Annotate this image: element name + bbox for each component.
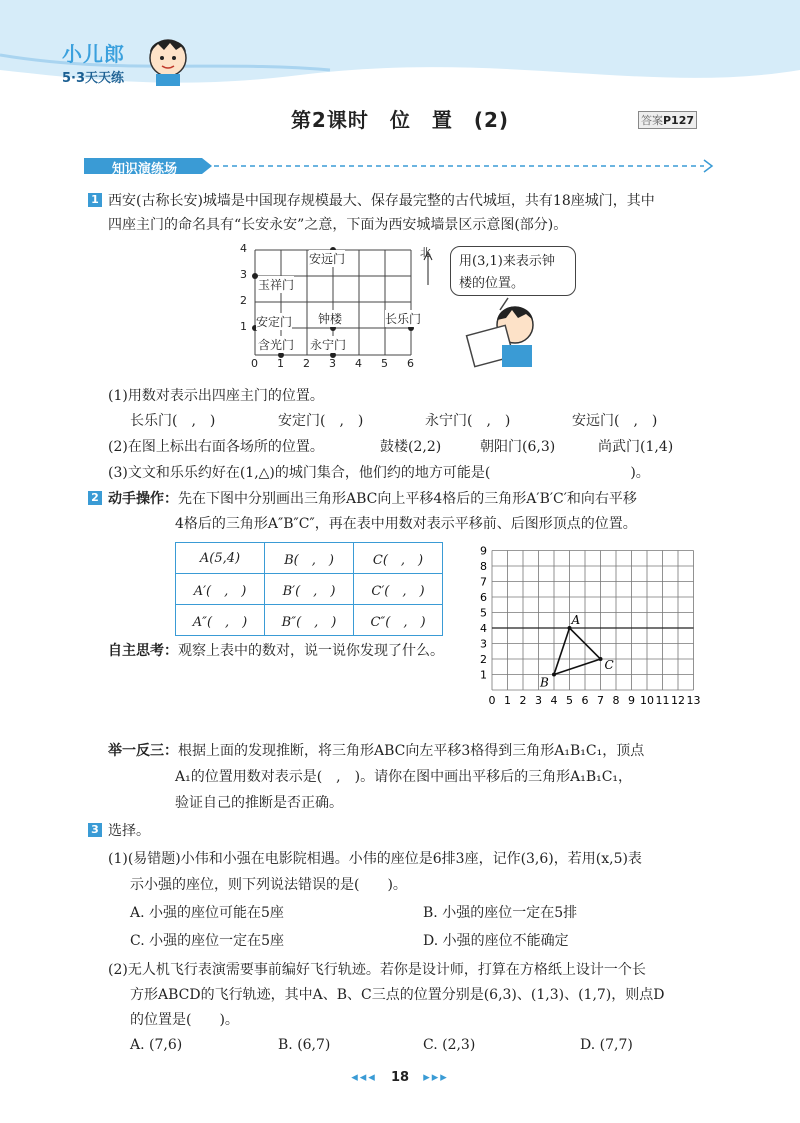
page-number: 18 bbox=[390, 1070, 410, 1085]
q1-intro-1: 西安(古称长安)城墙是中国现存规模最大、保存最完整的古代城垣，共有18座城门，其中 bbox=[108, 193, 655, 209]
map-x-tick: 4 bbox=[355, 357, 362, 370]
map-x-tick: 2 bbox=[303, 357, 310, 370]
q1-sub2: (2)在图上标出右面各场所的位置。 bbox=[108, 439, 324, 455]
q2-number: 2 bbox=[88, 491, 102, 505]
grid-y-tick: 8 bbox=[480, 560, 487, 573]
map-y-tick: 4 bbox=[240, 242, 247, 255]
grid-x-tick: 0 bbox=[488, 694, 496, 707]
think-line bbox=[108, 640, 444, 660]
coordinate-grid bbox=[478, 545, 708, 713]
prev-arrows-icon: ◂◂◂ bbox=[351, 1070, 377, 1085]
map-x-tick: 3 bbox=[329, 357, 336, 370]
grid-y-tick: 6 bbox=[480, 591, 487, 604]
section-banner bbox=[84, 156, 714, 176]
grid-x-tick: 12 bbox=[671, 694, 685, 707]
extend-text-2: A₁的位置用数对表示是( , )。请你在图中画出平移后的三角形A₁B₁C₁， bbox=[175, 769, 633, 785]
think-label: 自主思考： bbox=[108, 643, 178, 659]
vertex-label-A: A bbox=[571, 613, 581, 627]
gate-changle: 长乐门( , ) bbox=[130, 413, 216, 429]
grid-x-tick: 9 bbox=[628, 694, 635, 707]
map-x-tick: 6 bbox=[407, 357, 414, 370]
cell-C: C( , ) bbox=[354, 543, 443, 574]
brand-name: 小儿郎 bbox=[62, 42, 125, 66]
place-chaoyang: 朝阳门(6,3) bbox=[480, 439, 556, 455]
answer-page: P127 bbox=[663, 114, 695, 127]
q1-intro-2: 四座主门的命名具有“长安永安”之意，下面为西安城墙景区示意图(部分)。 bbox=[108, 217, 568, 233]
cell-A1: A′( , ) bbox=[176, 574, 265, 605]
grid-x-tick: 10 bbox=[640, 694, 654, 707]
triangle-abc bbox=[554, 628, 601, 675]
north-label: 北 bbox=[420, 246, 431, 259]
brand-logo bbox=[62, 38, 125, 86]
grid-x-tick: 13 bbox=[686, 694, 701, 707]
grid-x-tick: 11 bbox=[655, 694, 670, 707]
q3-p2-line-3: 的位置是( )。 bbox=[130, 1012, 239, 1028]
grid-y-tick: 1 bbox=[480, 668, 487, 682]
grid-x-tick: 4 bbox=[550, 694, 558, 707]
q2-text-2: 4格后的三角形A″B″C″，再在表中用数对表示平移前、后图形顶点的位置。 bbox=[175, 516, 637, 532]
map-label-changle: 长乐门 bbox=[385, 312, 422, 326]
section-label: 知识演练场 bbox=[112, 162, 178, 177]
q3-p2-opt-b: B. (6,7) bbox=[278, 1037, 331, 1053]
answer-label: 答案 bbox=[641, 114, 663, 127]
q3-p2-opt-a: A. (7,6) bbox=[130, 1037, 183, 1053]
q3-p2-opt-d: D. (7,7) bbox=[580, 1037, 633, 1053]
map-y-tick: 3 bbox=[240, 268, 247, 281]
map-y-tick: 1 bbox=[240, 320, 247, 333]
think-text: 观察上表中的数对，说一说你发现了什么。 bbox=[178, 643, 444, 659]
q3-p2-line-1: (2)无人机飞行表演需要事前编好飞行轨迹。若你是设计师，打算在方格纸上设计一个长 bbox=[108, 962, 646, 978]
grid-y-tick: 3 bbox=[480, 637, 487, 651]
grid-y-tick: 7 bbox=[480, 575, 487, 589]
map-x-tick: 5 bbox=[381, 357, 388, 370]
cell-C1: C′( , ) bbox=[354, 574, 443, 605]
map-label-zhonglou: 钟楼 bbox=[318, 312, 343, 326]
vertex-label-B: B bbox=[540, 675, 549, 690]
q3-number: 3 bbox=[88, 823, 102, 837]
grid-x-tick: 8 bbox=[612, 694, 620, 707]
q3-p1-line-1: (1)(易错题)小伟和小强在电影院相遇。小伟的座位是6排3座，记作(3,6)，若用(x,5)表 bbox=[108, 851, 642, 867]
grid-y-tick: 2 bbox=[480, 653, 487, 666]
grid-x-tick: 3 bbox=[535, 694, 542, 707]
cell-A: A(5,4) bbox=[176, 543, 265, 574]
q3-p2-line-2: 方形ABCD的飞行轨迹，其中A、B、C三点的位置分别是(6,3)、(1,3)、(1,7)，则点D bbox=[130, 987, 665, 1003]
gate-anyuan: 安远门( , ) bbox=[572, 413, 658, 429]
q3-title: 选择。 bbox=[108, 823, 150, 839]
extend-text-3: 验证自己的推断是否正确。 bbox=[175, 795, 343, 811]
q2-text-1: 先在下图中分别画出三角形ABC向上平移4格后的三角形A′B′C′和向右平移 bbox=[178, 491, 637, 507]
q3-p1-opt-b: B. 小强的座位一定在5排 bbox=[423, 905, 578, 921]
q3-p1-opt-c: C. 小强的座位一定在5座 bbox=[130, 933, 285, 949]
grid-x-tick: 1 bbox=[504, 694, 511, 707]
map-y-tick: 2 bbox=[240, 294, 247, 307]
brand-sub: 5·3天天练 bbox=[62, 71, 125, 86]
map-label-hanguang: 含光门 bbox=[258, 338, 295, 352]
extend-text-1: 根据上面的发现推断，将三角形ABC向左平移3格得到三角形A₁B₁C₁，顶点 bbox=[178, 743, 645, 759]
mascot-icon bbox=[138, 28, 198, 88]
vertex-C bbox=[599, 657, 603, 661]
vertex-B bbox=[552, 673, 556, 677]
q1-sub3: (3)文文和乐乐约好在(1,△)的城门集合，他们约的地方可能是( )。 bbox=[108, 465, 650, 481]
speech-bubble: 用(3,1)来表示钟楼的位置。 bbox=[450, 246, 576, 296]
map-label-anyuan: 安远门 bbox=[309, 252, 346, 266]
grid-y-tick: 5 bbox=[480, 606, 487, 620]
grid-y-tick: 9 bbox=[480, 545, 487, 558]
q3-p2-opt-c: C. (2,3) bbox=[423, 1037, 476, 1053]
map-x-tick: 0 bbox=[251, 357, 258, 370]
page-title: 第2课时 位 置 (2) bbox=[290, 108, 510, 132]
cell-B1: B′( , ) bbox=[265, 574, 354, 605]
q3-p1-opt-d: D. 小强的座位不能确定 bbox=[423, 933, 569, 949]
q3-p1-line-2: 示小强的座位，则下列说法错误的是( )。 bbox=[130, 877, 407, 893]
q2-label: 动手操作： bbox=[108, 491, 178, 507]
cell-C2: C″( , ) bbox=[354, 605, 443, 636]
q2-line-1 bbox=[108, 488, 637, 508]
map-x-tick: 1 bbox=[277, 357, 284, 370]
map-label-anding: 安定门 bbox=[256, 315, 293, 329]
map-label-yuxiang: 玉祥门 bbox=[258, 278, 295, 292]
grid-y-tick: 4 bbox=[480, 622, 487, 635]
cell-A2: A″( , ) bbox=[176, 605, 265, 636]
next-arrows-icon: ▸▸▸ bbox=[423, 1070, 449, 1085]
coords-table bbox=[175, 542, 443, 636]
extend-label: 举一反三： bbox=[108, 743, 178, 759]
grid-x-tick: 7 bbox=[597, 694, 604, 707]
answer-tag bbox=[638, 111, 697, 129]
place-shangwu: 尚武门(1,4) bbox=[598, 439, 674, 455]
q1-sub1: (1)用数对表示出四座主门的位置。 bbox=[108, 388, 324, 404]
q1-number: 1 bbox=[88, 193, 102, 207]
grid-x-tick: 5 bbox=[566, 694, 573, 707]
cell-B2: B″( , ) bbox=[265, 605, 354, 636]
grid-x-tick: 6 bbox=[581, 694, 589, 707]
grid-x-tick: 2 bbox=[519, 694, 527, 707]
q3-p1-opt-a: A. 小强的座位可能在5座 bbox=[130, 905, 284, 921]
vertex-label-C: C bbox=[604, 658, 614, 672]
cell-B: B( , ) bbox=[265, 543, 354, 574]
boy-reading-icon bbox=[460, 290, 550, 370]
gate-anding: 安定门( , ) bbox=[278, 413, 364, 429]
map-label-yongning: 永宁门 bbox=[310, 338, 347, 352]
extend-line-1 bbox=[108, 740, 644, 760]
page-footer bbox=[0, 1070, 800, 1085]
place-gulou: 鼓楼(2,2) bbox=[380, 439, 442, 455]
gate-yongning: 永宁门( , ) bbox=[425, 413, 511, 429]
